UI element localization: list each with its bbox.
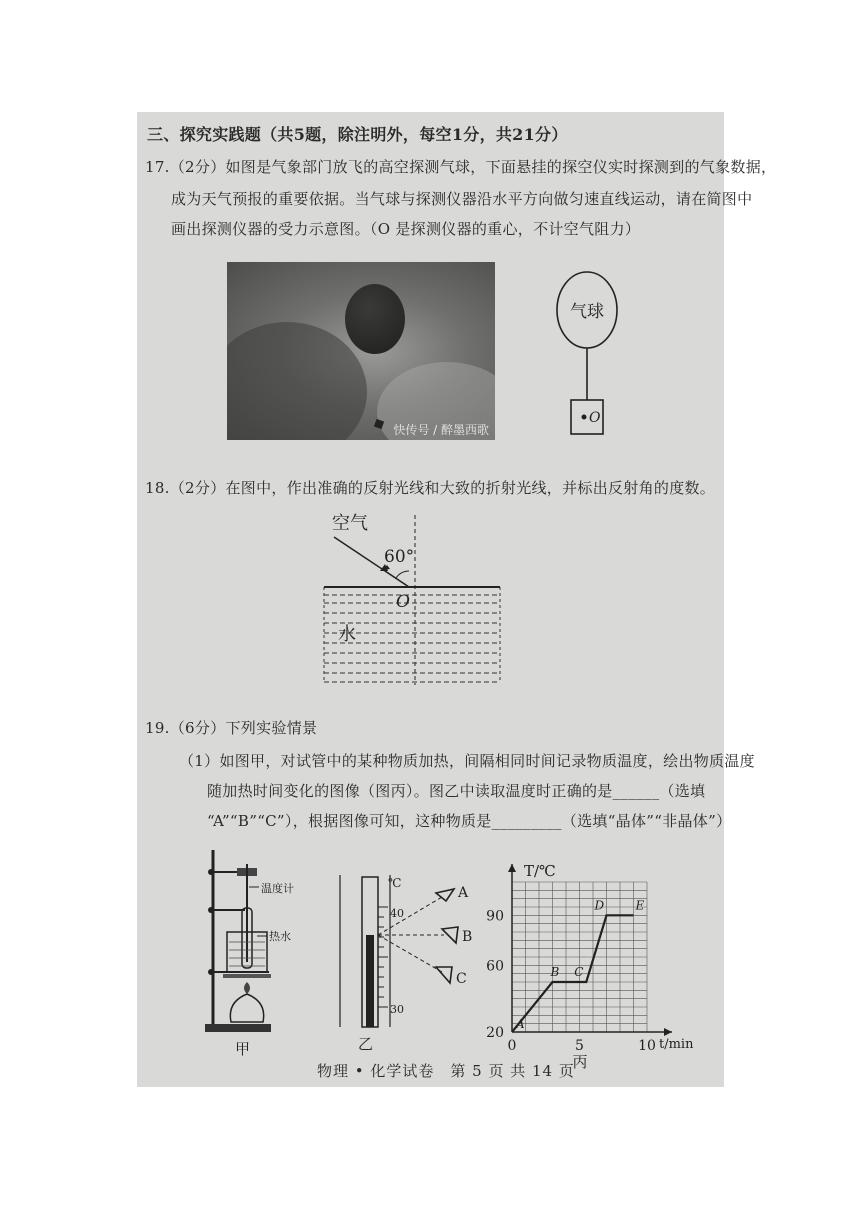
thermometer-label: 温度计 [261, 882, 294, 895]
point-label-d: D [594, 898, 605, 913]
fig-yi-thermometer [332, 867, 492, 1057]
q17-line-2: 成为天气预报的重要依据。当气球与探测仪器沿水平方向做匀速直线运动，请在简图中 [171, 190, 753, 208]
angle-label: 60° [384, 547, 415, 567]
point-label-b: B [550, 965, 560, 979]
q17-line-3: 画出探测仪器的受力示意图。（O 是探测仪器的重心，不计空气阻力） [171, 220, 641, 238]
x-tick-label: 10 [638, 1038, 656, 1054]
eye-b [442, 927, 458, 943]
sightline-c [378, 935, 442, 972]
q19-line-2: （1）如图甲，对试管中的某种物质加热，间隔相同时间记录物质温度，绘出物质温度 [179, 752, 755, 770]
probe-center-dot [582, 415, 587, 420]
mercury-column [366, 935, 374, 1027]
y-tick-label: 20 [486, 1025, 504, 1041]
q19-line-4: “A”“B”“C”），根据图像可知，这种物质是_________（选填“晶体”“非晶体”） [207, 812, 732, 830]
balloon-label: 气球 [570, 302, 604, 322]
x-axis-arrow [664, 1028, 672, 1036]
gauze [223, 974, 271, 978]
section-title: 三、探究实践题（共5题，除注明外，每空1分，共21分） [147, 125, 568, 144]
fig-bing-caption: 丙 [572, 1053, 588, 1071]
fig-yi-caption: 乙 [358, 1035, 374, 1053]
water-label: 水 [338, 624, 356, 645]
alcohol-lamp [230, 994, 263, 1022]
page-footer: 物理 • 化学试卷 第 5 页 共 14 页 [317, 1062, 575, 1080]
stand-base [205, 1024, 271, 1032]
x-axis-label: t/min [659, 1037, 694, 1052]
view-label-c: C [456, 971, 467, 987]
exam-page [137, 112, 777, 1087]
air-label: 空气 [332, 513, 368, 534]
x-tick-label: 5 [575, 1038, 584, 1054]
fig-jia-caption: 甲 [235, 1040, 251, 1058]
probe-center-label: O [589, 410, 601, 426]
point-label-e: E [635, 898, 645, 913]
balloon-in-photo [345, 284, 405, 354]
fig-bing-graph [482, 842, 712, 1072]
q19-line-3: 随加热时间变化的图像（图丙）。图乙中读取温度时正确的是______（选填 [207, 782, 706, 800]
view-label-a: A [458, 885, 469, 901]
point-label-c: C [574, 965, 584, 979]
y-axis-arrow [508, 864, 516, 872]
q19-line-1: 19.（6分）下列实验情景 [145, 719, 318, 737]
balloon-photo [227, 262, 495, 440]
point-label-a: A [516, 1017, 525, 1031]
hot-water-label: 热水 [269, 930, 291, 943]
refraction-diagram [312, 507, 512, 692]
sightline-a [378, 897, 442, 935]
eye-c [436, 967, 452, 983]
photo-watermark: 快传号 / 醉墨西歌 [393, 423, 489, 437]
fig-jia-apparatus [197, 842, 317, 1062]
y-tick-label: 60 [486, 958, 504, 975]
scale-unit: ℃ [388, 876, 402, 890]
q18-line-1: 18.（2分）在图中，作出准确的反射光线和大致的折射光线，并标出反射角的度数。 [145, 479, 716, 497]
x-tick-label: 0 [507, 1038, 517, 1054]
scale-tick-40: 40 [390, 907, 404, 920]
scale-tick-30: 30 [390, 1003, 404, 1016]
view-label-b: B [462, 929, 473, 945]
point-o-label: O [396, 592, 410, 612]
balloon-diagram [547, 262, 637, 442]
y-axis-label: T/℃ [524, 862, 556, 880]
scale-ticks [378, 907, 388, 1007]
q17-line-1: 17.（2分）如图是气象部门放飞的高空探测气球，下面悬挂的探空仪实时探测到的气象数据， [145, 158, 777, 176]
angle-arc [396, 571, 409, 578]
y-tick-label: 90 [486, 908, 504, 925]
